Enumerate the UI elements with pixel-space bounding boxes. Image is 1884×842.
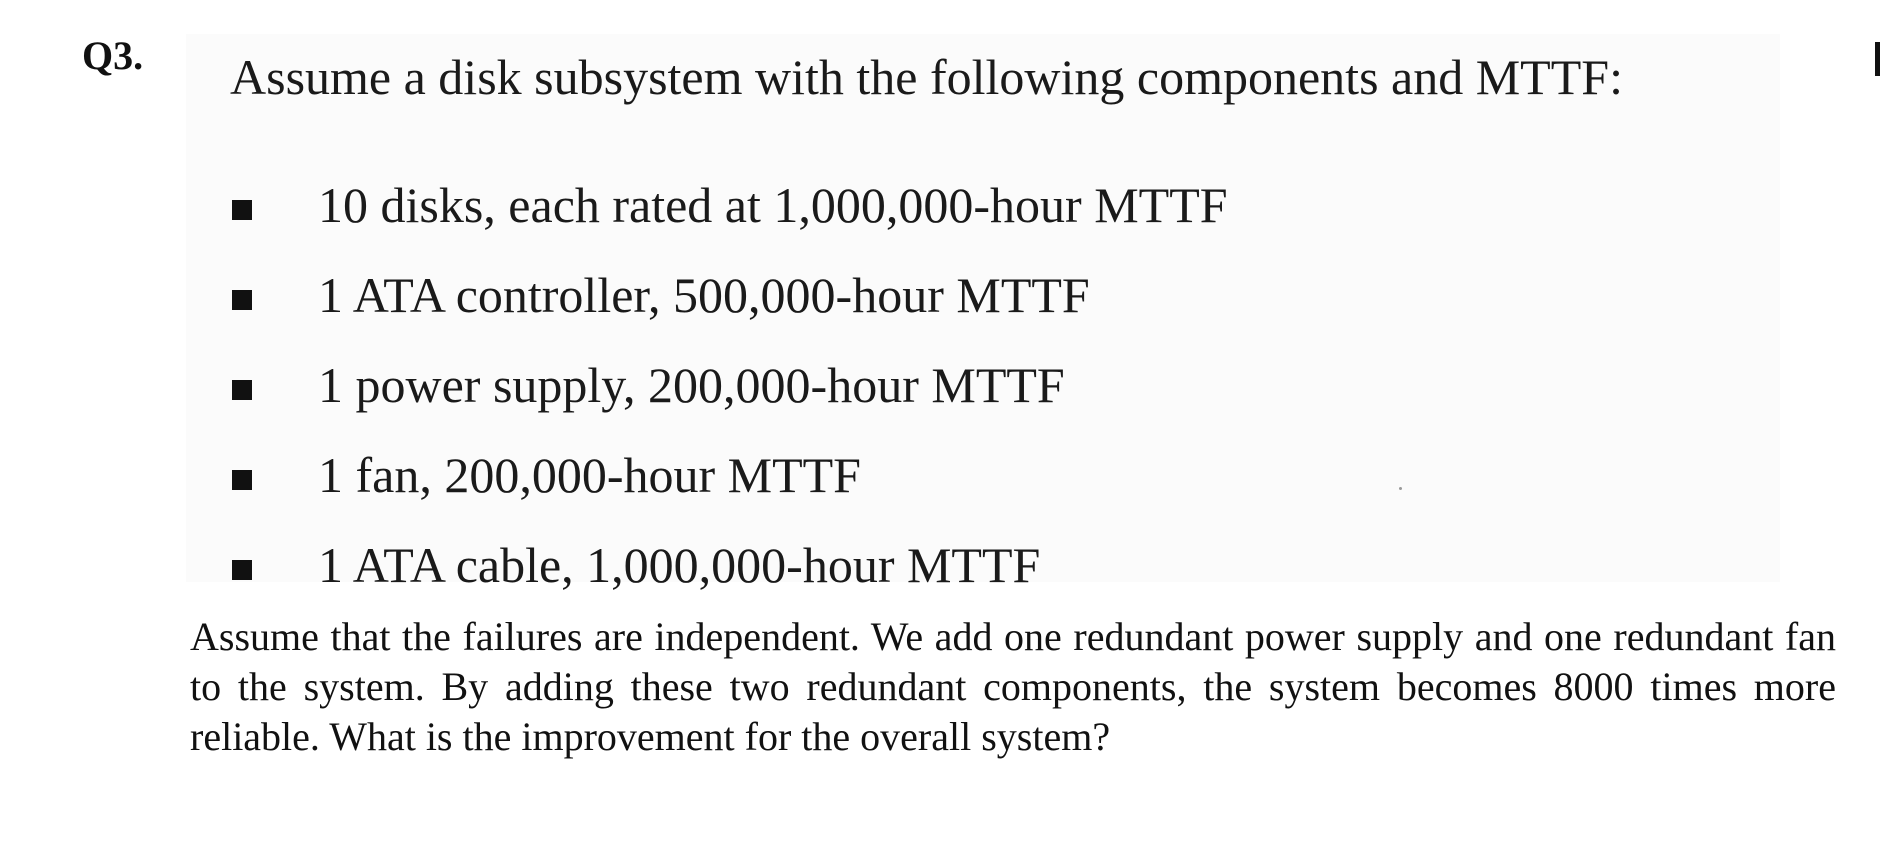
component-label: 1 fan, 200,000-hour MTTF: [318, 447, 861, 503]
list-item: [224, 520, 1228, 610]
question-number: Q3.: [82, 33, 144, 78]
list-item: [224, 430, 1228, 520]
component-list: [224, 160, 1228, 610]
question-intro: Assume a disk subsystem with the following components and MTTF:: [230, 49, 1623, 105]
square-bullet-icon: [232, 380, 252, 400]
component-label: 1 power supply, 200,000-hour MTTF: [318, 357, 1065, 413]
list-item: [224, 160, 1228, 250]
edge-mark: [1875, 42, 1880, 76]
square-bullet-icon: [232, 470, 252, 490]
image-speck: [1399, 487, 1402, 490]
square-bullet-icon: [232, 200, 252, 220]
list-item: [224, 250, 1228, 340]
closing-paragraph: Assume that the failures are independent. We add one redundant power supply and one redundant fan to the system. By adding these two redundant components, the system becomes 8000 times more reliable. What is the improvement for the overall system?: [190, 614, 1836, 759]
component-label: 1 ATA cable, 1,000,000-hour MTTF: [318, 537, 1041, 593]
component-label: 1 ATA controller, 500,000-hour MTTF: [318, 267, 1090, 323]
list-item: [224, 340, 1228, 430]
square-bullet-icon: [232, 560, 252, 580]
component-label: 10 disks, each rated at 1,000,000-hour MTTF: [318, 177, 1228, 233]
square-bullet-icon: [232, 290, 252, 310]
